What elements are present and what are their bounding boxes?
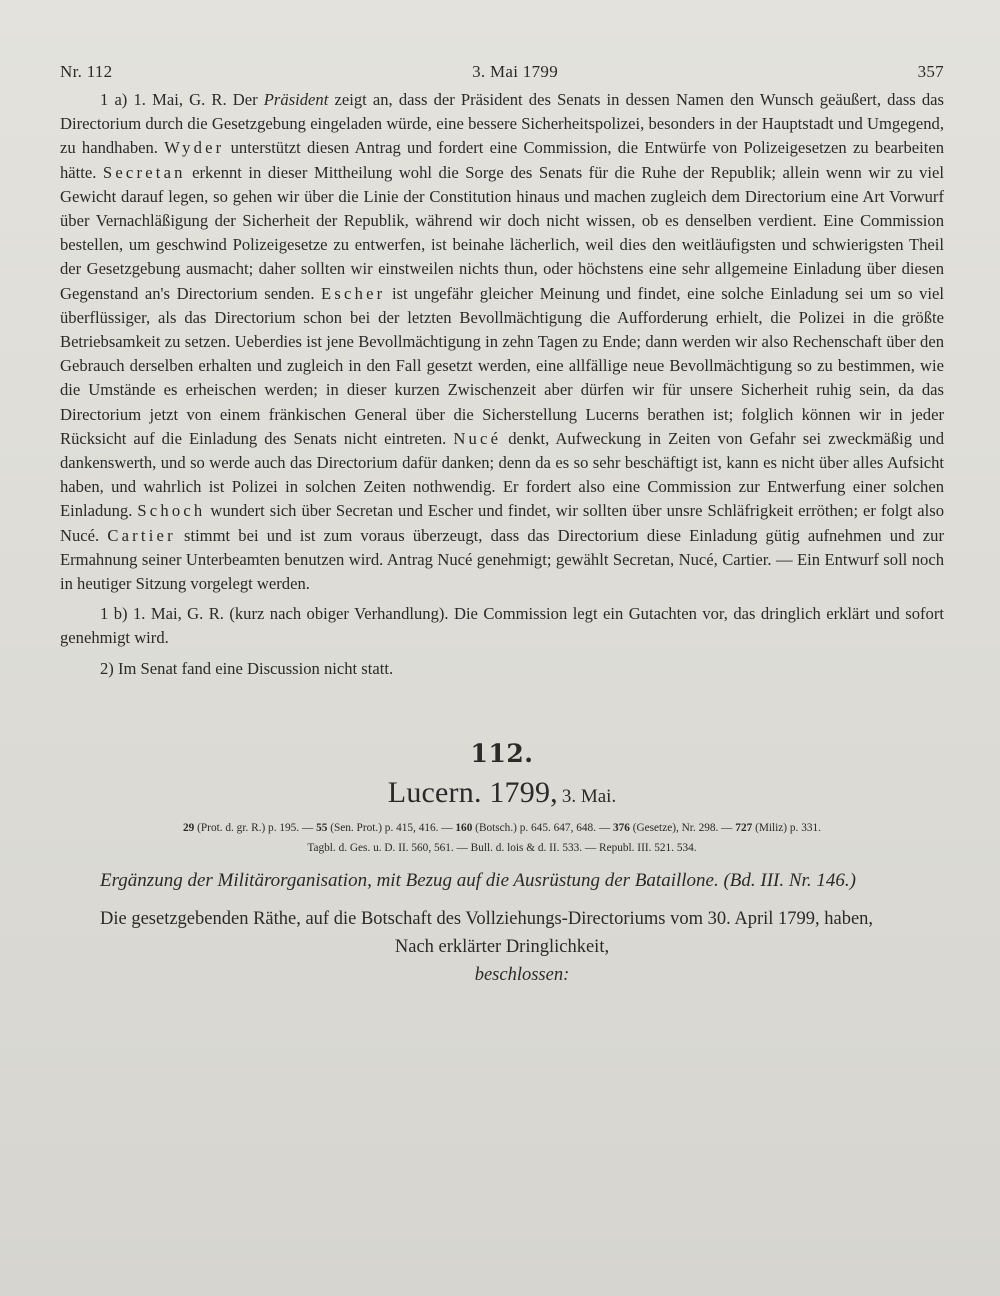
text-run: zeigt an, dass der Präsident des Senats in dessen Namen den Wunsch geäußert, dass das Directorium durch die Gesetzgebung eingeladen würde, eine bessere Sicherheitspolizei, besonders in der Hauptstadt und Umgegend, zu handhaben. — [60, 90, 944, 158]
paragraph-1b: 1 b) 1. Mai, G. R. (kurz nach obiger Verhandlung). Die Commission legt ein Gutachten vor, das dringlich erklärt und sofort genehmigt wird. — [60, 604, 944, 648]
ref-number: 29 — [183, 821, 195, 834]
text-run: wundert sich über Secretan und Escher und findet, wir sollten über unsre Schläfrigkeit erröthen; er folgt also Nucé. — [60, 501, 944, 545]
page-number: 357 — [917, 62, 944, 81]
text-run: unterstützt diesen Antrag und fordert eine Commission, die Entwürfe von Polizeigesetzen zu bearbeiten hätte. — [60, 138, 944, 182]
paragraph-1a — [60, 88, 944, 596]
document-subject: Ergänzung der Militärorganisation, mit Bezug auf die Ausrüstung der Bataillone. (Bd. III. Nr. 146.) — [100, 869, 856, 891]
document-number: 112. — [470, 738, 534, 768]
header-date: 3. Mai 1799 — [472, 62, 558, 81]
source-references — [60, 818, 944, 858]
ref-number: 55 — [316, 821, 328, 834]
ref-text: (Prot. d. gr. R.) p. 195. — — [194, 821, 317, 834]
ref-number: 160 — [455, 821, 473, 834]
text-run: stimmt bei und ist zum voraus überzeugt, dass das Directorium diese Einladung gütig aufnehmen und zur Ermahnung seiner Unterbeamten benutzen wird. Antrag Nucé genehmigt; gewählt Secretan, Nucé, Cartier. — Ein Entwurf soll noch in heutiger Sitzung vorgelegt werden. — [60, 525, 944, 594]
refs-line-1 — [60, 818, 944, 838]
text-run: ist ungefähr gleicher Meinung und findet, eine solche Einladung sei um so viel überflüssiger, als das Directorium schon bei der letzten Bevollmächtigung die Aufforderung erhielt, die Polizei in die größte Betriebsamkeit zu setzen. Ueberdies ist jene Bevollmächtigung in zehn Tagen zu Ende; dann werden wir also Rechenschaft über den Gebrauch derselben erhalten und zugleich in den Fall gesetzt werden, eine allfällige neue Bevollmächtigung so zu bestimmen, wie die Umstände es erheischen werden; in dieser kurzen Zwischenzeit aber dürfen wir für unsere Sicherheit ruhig sein, da das Directorium jetzt von einem fränkischen General über die Sicherstellung Lucerns berathen ist; folglich können wir in jeder Rücksicht auf die Einladung des Senats nicht eintreten. — [60, 283, 944, 448]
text-run: 1 a) 1. Mai, G. R. Der — [100, 90, 264, 109]
ref-number: 376 — [612, 821, 630, 834]
refs-line-2: Tagbl. d. Ges. u. D. II. 560, 561. — Bull. d. lois & d. II. 533. — Republ. III. 521. 534. — [307, 841, 697, 854]
speaker-schoch: Schoch — [137, 501, 206, 521]
speaker-nuce: Nucé — [453, 428, 502, 448]
speaker-praesident: Präsident — [263, 90, 329, 109]
running-header — [60, 62, 944, 82]
paragraph-2: 2) Im Senat fand eine Discussion nicht statt. — [100, 658, 394, 678]
resolved-clause: beschlossen: — [474, 964, 570, 985]
place-year: Lucern. 1799, — [387, 775, 558, 809]
urgency-clause: Nach erklärter Dringlichkeit, — [394, 936, 610, 957]
text-run: erkennt in dieser Mittheilung wohl die Sorge des Senats für die Ruhe der Republik; allein wenn wir zu viel Gewicht darauf legen, so gehen wir über die Linie der Constitution hinaus und machen zugleich dem Directorium eine Art Vorwurf über Vernachläßigung der Sicherheit der Republik, während wir doch nicht wissen, ob es denselben verdient. Eine Commission bestellen, um geschwind Polizeigesetze zu entwerfen, ist beinahe lächerlich, weil dies den weitläufigsten und schwierigsten Theil der Gesetzgebung ausmacht; daher sollten wir einstweilen nichts thun, oder höchstens eine sehr allgemeine Einladung über diesen Gegenstand an's Directorium senden. — [60, 162, 944, 303]
header-doc-number: Nr. 112 — [60, 62, 113, 81]
speaker-wyder: Wyder — [164, 138, 225, 158]
ref-number: 727 — [735, 821, 753, 834]
speaker-cartier: Cartier — [107, 525, 176, 545]
speaker-secretan: Secretan — [102, 162, 186, 182]
preamble: Die gesetzgebenden Räthe, auf die Botschaft des Vollziehungs-Directoriums vom 30. April 1799, haben, — [100, 908, 874, 929]
speaker-escher: Escher — [321, 283, 386, 303]
ref-text: (Miliz) p. 331. — [752, 821, 821, 834]
text-run: denkt, Aufweckung in Zeiten von Gefahr sei zweckmäßig und dankenswerth, und so werde auch das Directorium dafür danken; denn da es so sehr beschäftigt ist, kann es nicht über alles Aufsicht haben, und wahrlich ist Polizei in solchen Zeiten nothwendig. Er fordert also eine Commission zur Entwerfung einer solchen Einladung. — [60, 428, 944, 521]
ref-text: (Gesetze), Nr. 298. — — [629, 821, 736, 834]
ref-text: (Botsch.) p. 645. 647, 648. — — [472, 821, 613, 834]
place-date-heading — [60, 776, 944, 810]
day-month: 3. Mai. — [561, 785, 617, 807]
ref-text: (Sen. Prot.) p. 415, 416. — — [327, 821, 456, 834]
